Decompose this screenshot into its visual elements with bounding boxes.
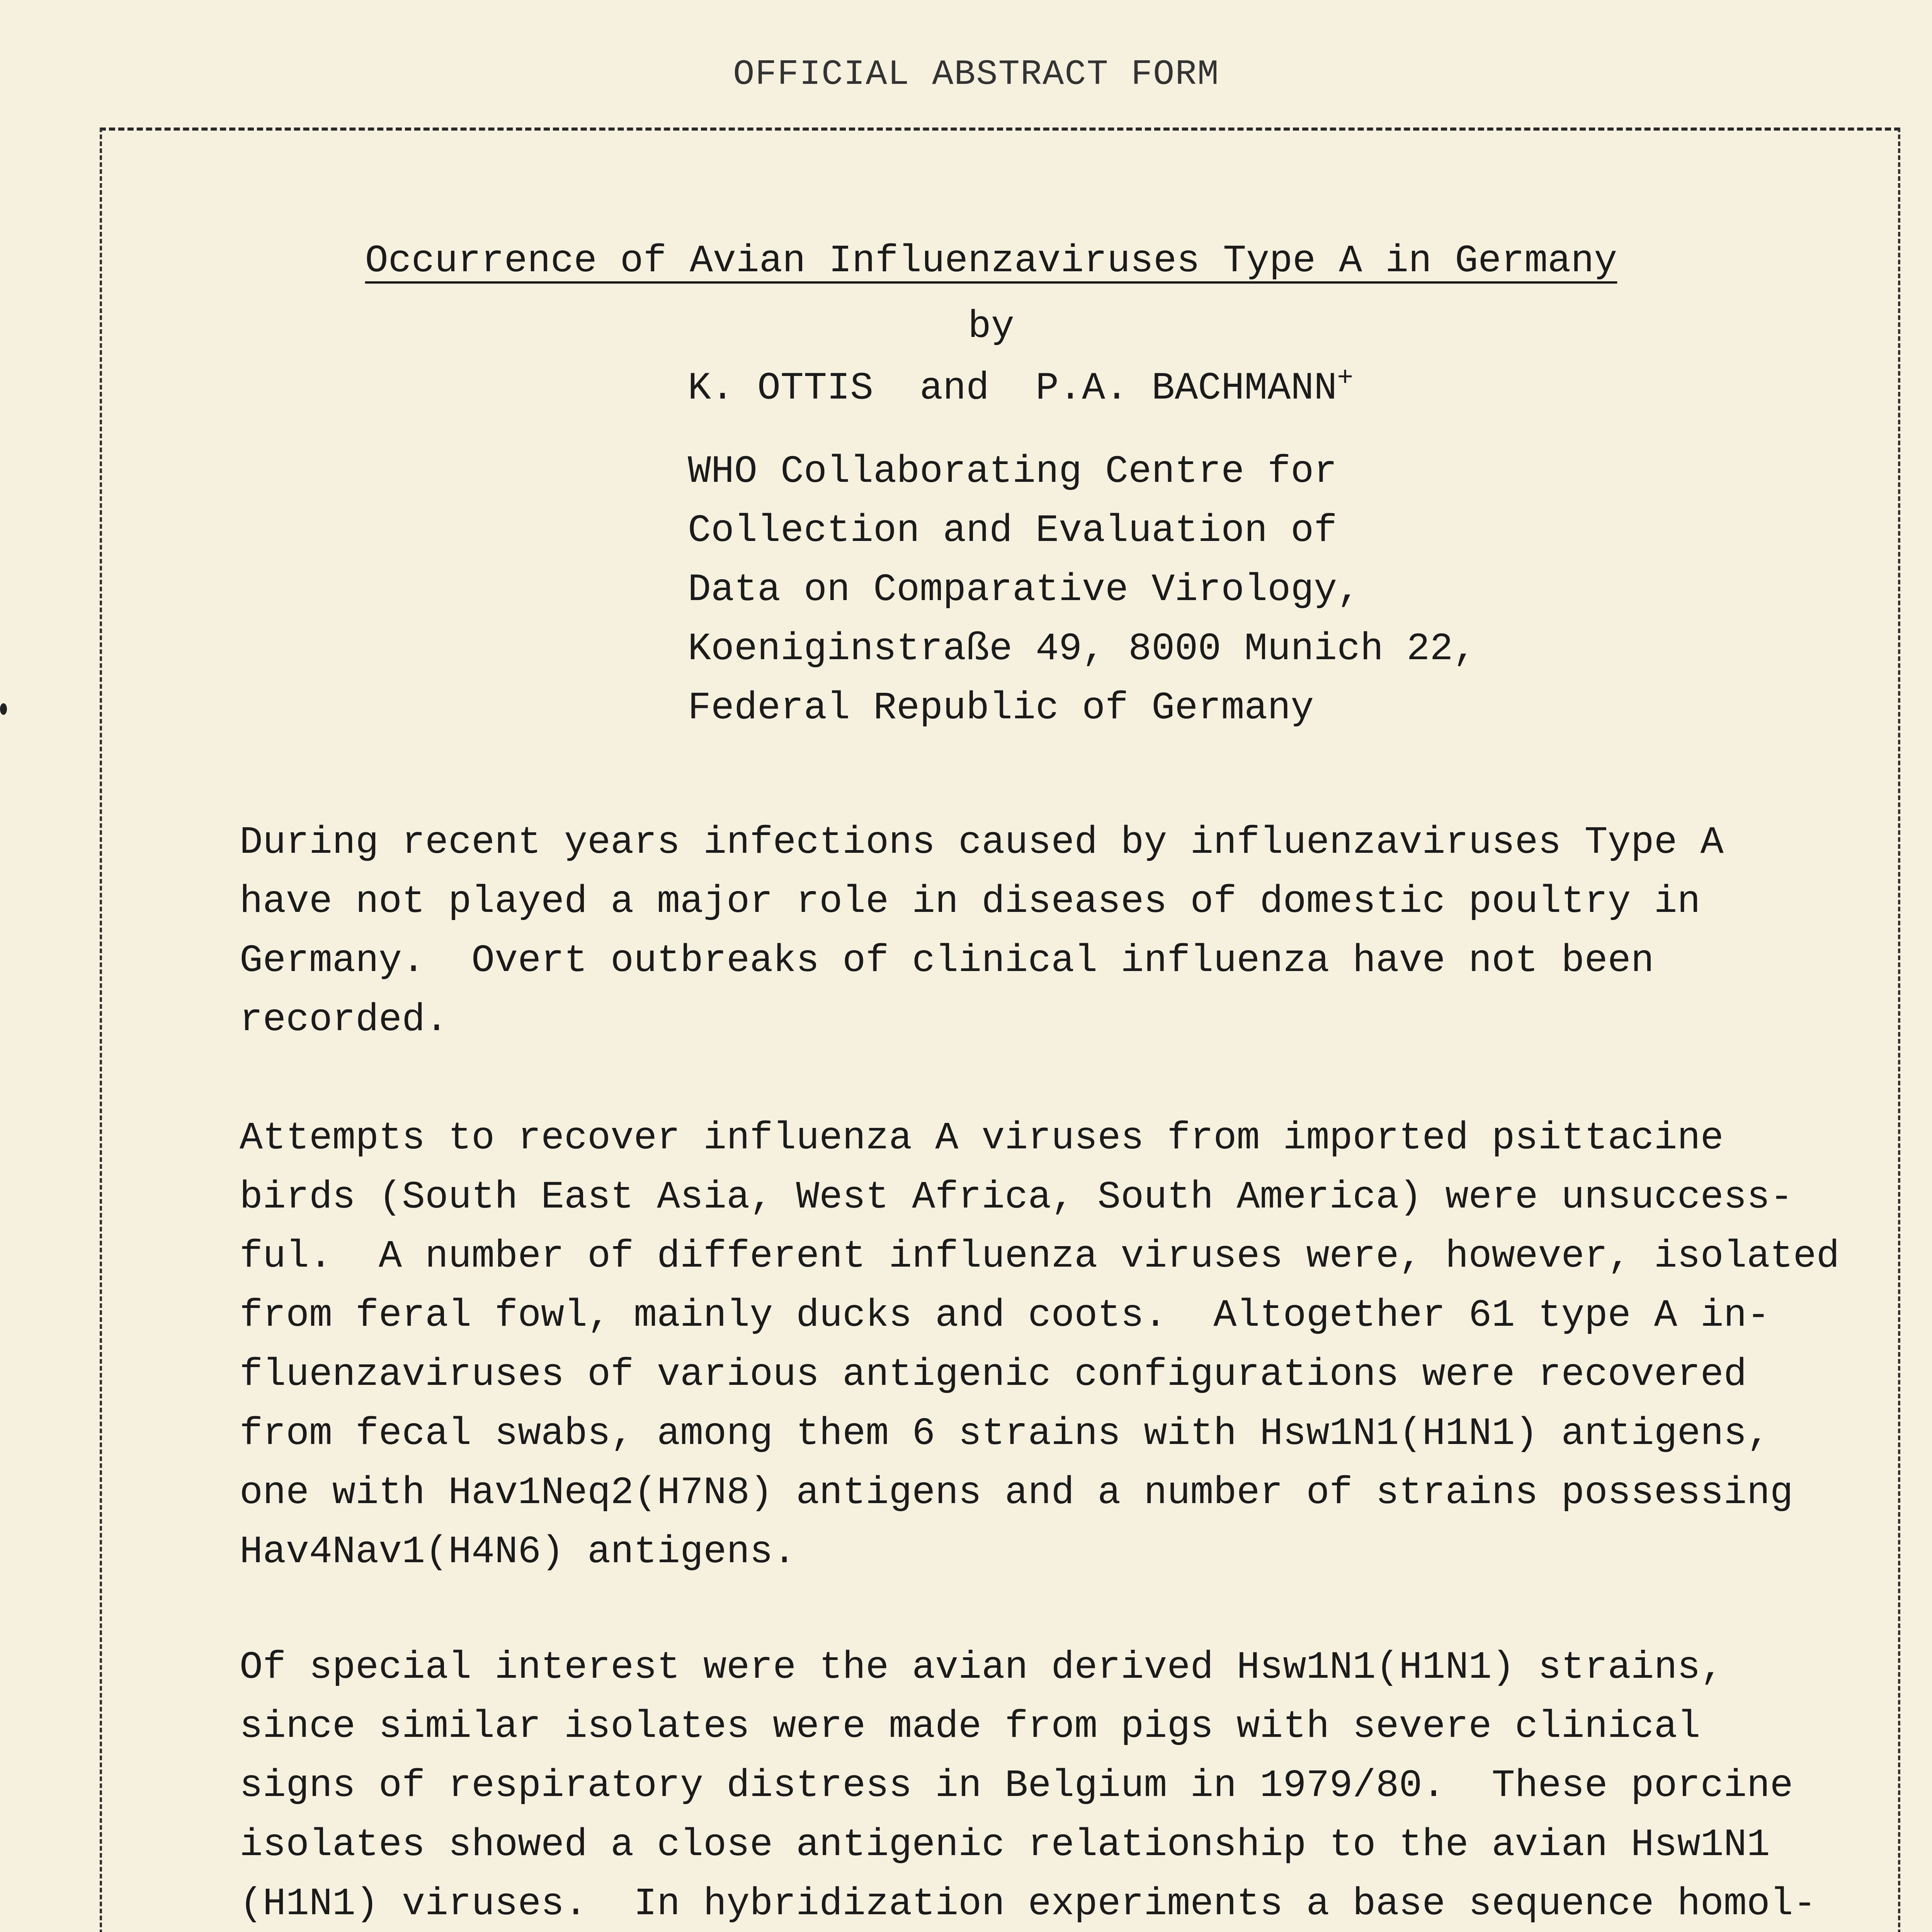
text-line: During recent years infections caused by influenzaviruses Type A (240, 821, 1724, 865)
text-line: from feral fowl, mainly ducks and coots. Altogether 61 type A in- (240, 1294, 1770, 1338)
text-line: Attempts to recover influenza A viruses from imported psittacine (240, 1117, 1724, 1160)
paragraph-3 (240, 1638, 1909, 1932)
by-line: by (968, 305, 1015, 349)
form-header: OFFICIAL ABSTRACT FORM (733, 54, 1219, 95)
text-line: ful. A number of different influenza viruses were, however, isolated (240, 1235, 1840, 1279)
text-line: Hav4Nav1(H4N6) antigens. (240, 1531, 796, 1574)
affiliation-line: Data on Comparative Virology, (688, 568, 1361, 612)
text-line: signs of respiratory distress in Belgium in 1979/80. These porcine (240, 1764, 1793, 1808)
affiliation (688, 442, 1476, 738)
text-line: (H1N1) viruses. In hybridization experiments a base sequence homol- (240, 1883, 1816, 1926)
text-line: birds (South East Asia, West Africa, South America) were unsuccess- (240, 1176, 1793, 1219)
affiliation-line: Federal Republic of Germany (688, 687, 1314, 730)
text-line: recorded. (240, 998, 449, 1042)
author-footnote-mark: + (1337, 363, 1354, 394)
text-line: have not played a major role in diseases of domestic poultry in (240, 880, 1701, 924)
affiliation-line: Koeniginstraße 49, 8000 Munich 22, (688, 628, 1476, 671)
paragraph-2 (240, 1109, 1840, 1582)
affiliation-line: WHO Collaborating Centre for (688, 450, 1337, 494)
affiliation-line: Collection and Evaluation of (688, 509, 1337, 553)
authors-names: K. OTTIS and P.A. BACHMANN (688, 367, 1337, 411)
text-line: one with Hav1Neq2(H7N8) antigens and a number of strains possessing (240, 1471, 1793, 1515)
text-line: fluenzaviruses of various antigenic configurations were recovered (240, 1353, 1747, 1397)
paragraph-1 (240, 813, 1724, 1050)
text-line: isolates showed a close antigenic relationship to the avian Hsw1N1 (240, 1823, 1770, 1867)
text-line: Of special interest were the avian derived Hsw1N1(H1N1) strains, (240, 1646, 1724, 1690)
text-line: since similar isolates were made from pigs with severe clinical (240, 1705, 1701, 1749)
authors (688, 363, 1353, 410)
text-line: Germany. Overt outbreaks of clinical influenza have not been (240, 939, 1654, 983)
article-title: Occurrence of Avian Influenzaviruses Type A in Germany (365, 240, 1617, 283)
ink-speck (0, 703, 7, 715)
text-line: from fecal swabs, among them 6 strains with Hsw1N1(H1N1) antigens, (240, 1412, 1770, 1456)
